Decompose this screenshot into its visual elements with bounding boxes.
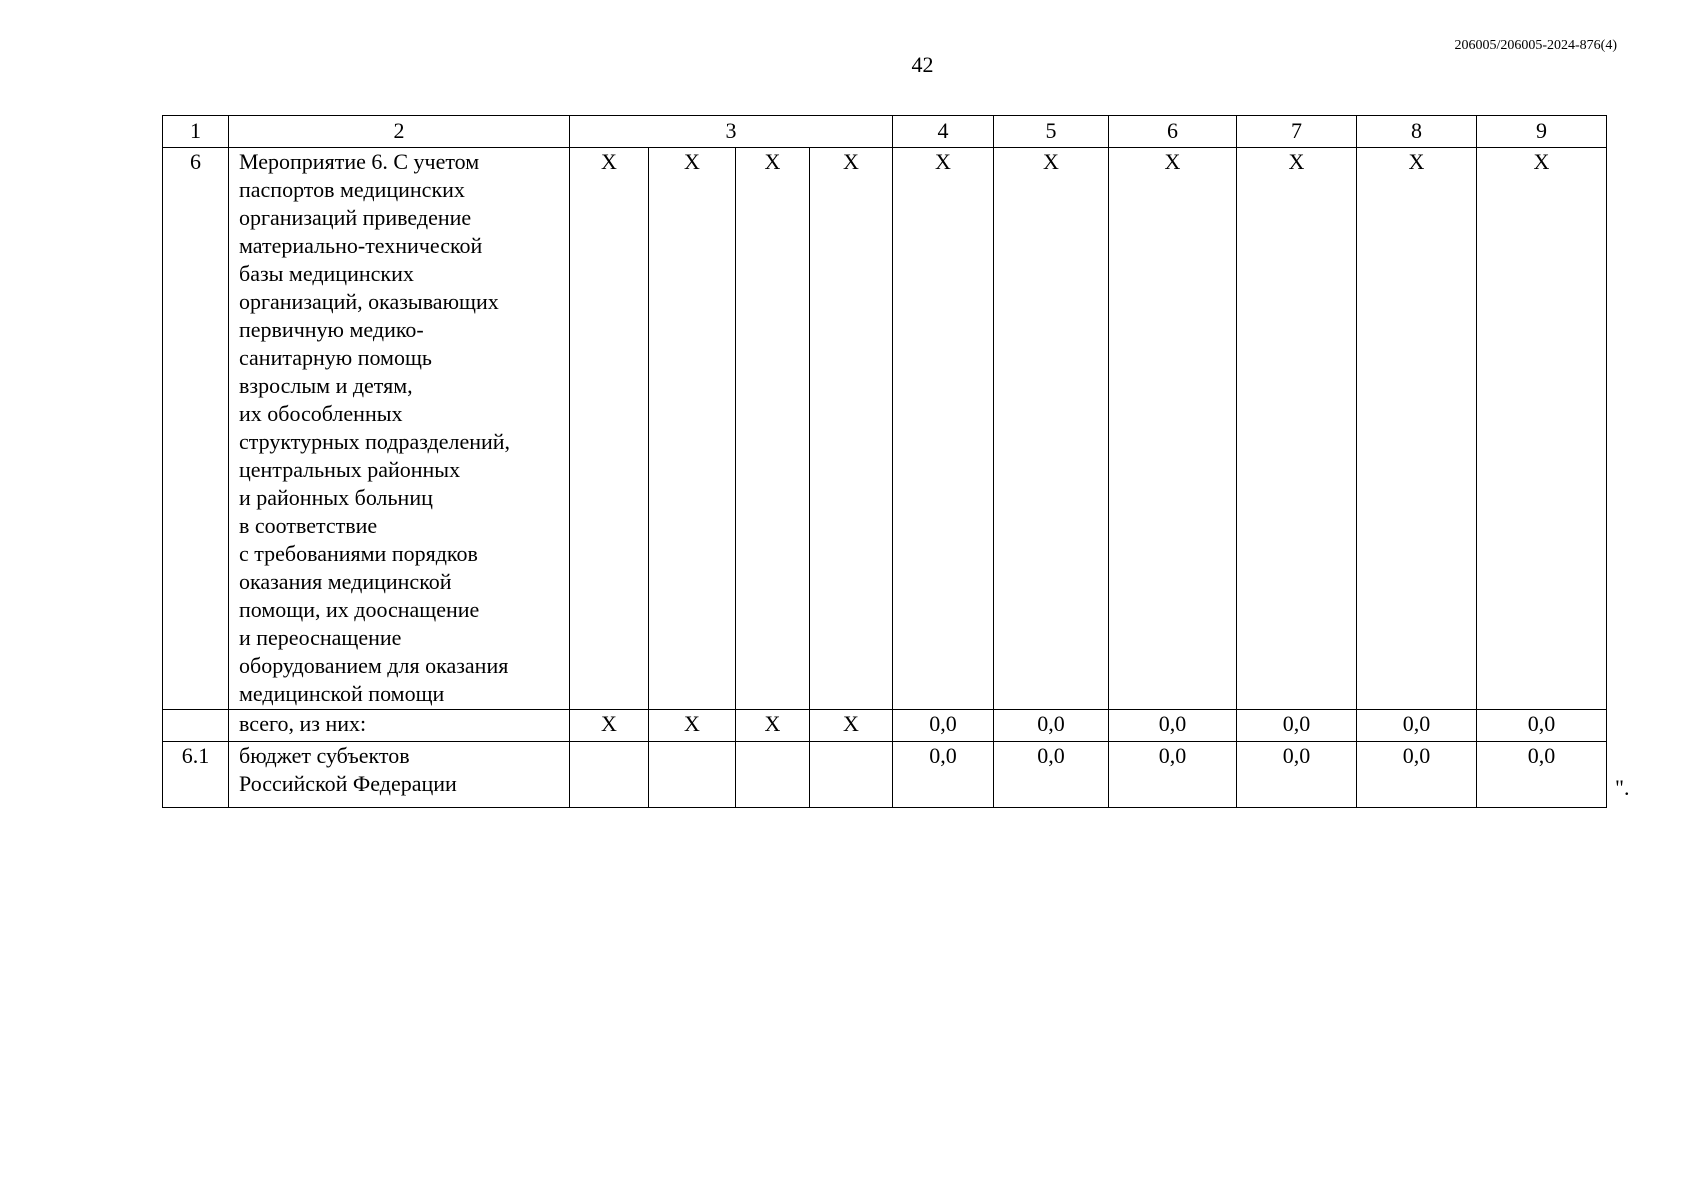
value-cell: X [810,710,893,742]
description-line: их обособленных [239,401,403,426]
value-cell: X [736,148,810,710]
description-line: и переоснащение [239,625,402,650]
value-cell: X [1477,148,1607,710]
description-line: базы медицинских [239,261,414,286]
header-cell-col-1: 1 [163,116,229,148]
table-row-subitem [163,742,1607,808]
row-number-cell [163,710,229,742]
value-cell: 0,0 [1357,710,1477,742]
header-cell-col-5: 5 [994,116,1109,148]
value-cell: 0,0 [1109,742,1237,808]
header-cell-col-6: 6 [1109,116,1237,148]
description-line: и районных больниц [239,485,433,510]
table-row-total [163,710,1607,742]
value-cell: 0,0 [994,710,1109,742]
value-cell: 0,0 [893,742,994,808]
value-cell: 0,0 [1477,742,1607,808]
header-cell-col-3: 3 [570,116,893,148]
description-line: взрослым и детям, [239,373,413,398]
description-line: Мероприятие 6. С учетом [239,149,480,174]
value-cell: X [649,148,736,710]
description-line: паспортов медицинских [239,177,465,202]
row-number-cell: 6 [163,148,229,710]
value-cell: 0,0 [1477,710,1607,742]
description-line: оказания медицинской [239,569,452,594]
row-number-cell: 6.1 [163,742,229,808]
header-cell-col-4: 4 [893,116,994,148]
description-line: структурных подразделений, [239,429,511,454]
subitem-label-cell [229,742,570,808]
value-cell: 0,0 [994,742,1109,808]
value-cell [649,742,736,808]
value-cell: 0,0 [893,710,994,742]
description-line: материально-технической [239,233,483,258]
value-cell: 0,0 [1237,742,1357,808]
description-line: оборудованием для оказания [239,653,509,678]
value-cell [570,742,649,808]
value-cell: X [649,710,736,742]
header-cell-col-9: 9 [1477,116,1607,148]
header-cell-col-7: 7 [1237,116,1357,148]
value-cell: X [893,148,994,710]
page-number: 42 [911,52,934,77]
header-cell-col-8: 8 [1357,116,1477,148]
item-description-cell [229,148,570,710]
description-line: центральных районных [239,457,461,482]
value-cell: X [736,710,810,742]
value-cell [810,742,893,808]
description-line: медицинской помощи [239,681,445,706]
closing-quote-mark: ". [1615,775,1630,800]
description-line: первичную медико- [239,317,424,342]
value-cell: 0,0 [1357,742,1477,808]
value-cell [736,742,810,808]
description-line: в соответствие [239,513,378,538]
budget-table [162,115,1607,808]
description-line: организаций, оказывающих [239,289,499,314]
value-cell: X [810,148,893,710]
description-line: организаций приведение [239,205,472,230]
value-cell: X [1237,148,1357,710]
value-cell: X [1109,148,1237,710]
description-line: санитарную помощь [239,345,432,370]
value-cell: X [1357,148,1477,710]
subitem-label-line: Российской Федерации [239,771,457,796]
total-label-cell: всего, из них: [229,710,570,742]
header-row [163,116,1607,148]
value-cell: 0,0 [1237,710,1357,742]
table-row [163,148,1607,710]
header-cell-col-2: 2 [229,116,570,148]
value-cell: X [570,148,649,710]
value-cell: X [994,148,1109,710]
value-cell: X [570,710,649,742]
value-cell: 0,0 [1109,710,1237,742]
description-line: с требованиями порядков [239,541,478,566]
subitem-label-line: бюджет субъектов [239,743,410,768]
document-id: 206005/206005-2024-876(4) [1454,38,1617,53]
description-line: помощи, их дооснащение [239,597,480,622]
